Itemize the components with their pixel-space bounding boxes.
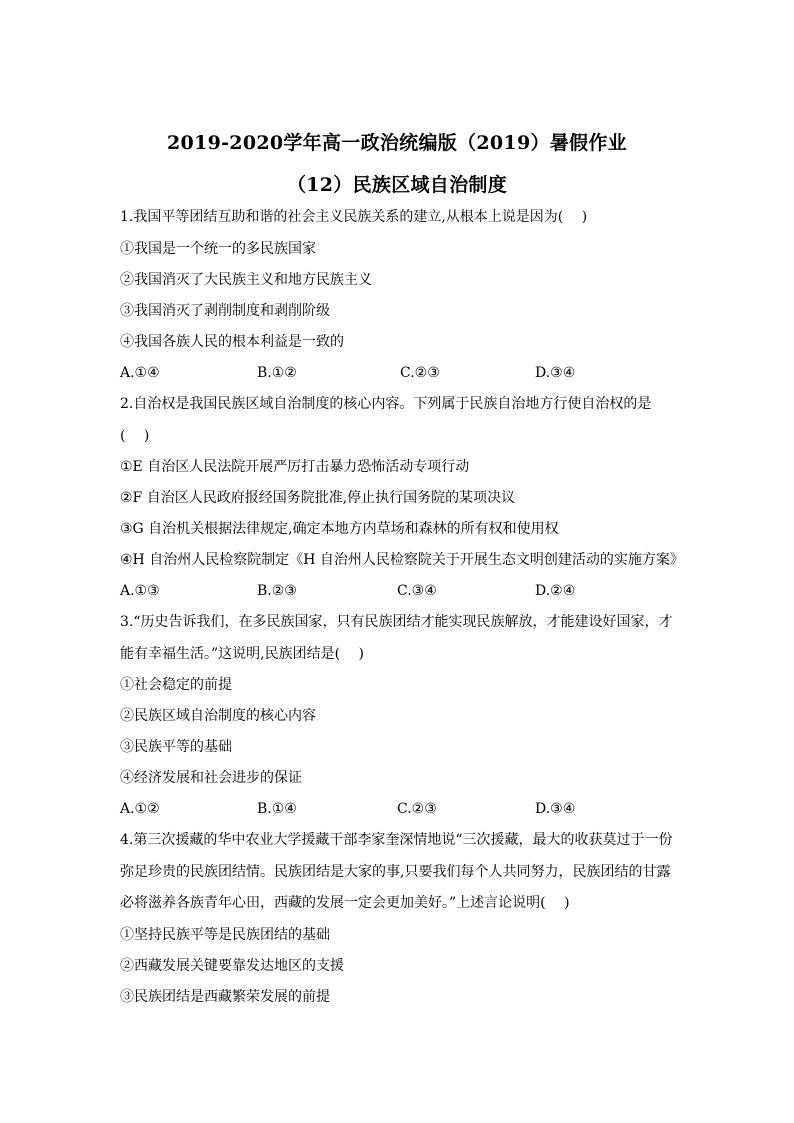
question-2-item-3: ③G 自治机关根据法律规定,确定本地方内草场和森林的所有权和使用权 xyxy=(120,521,559,537)
question-2-item-1: ①E 自治区人民法院开展严厉打击暴力恐怖活动专项行动 xyxy=(120,459,470,475)
document-subtitle: （12）民族区域自治制度 xyxy=(286,174,508,196)
question-1-item-4: ④我国各族人民的根本利益是一致的 xyxy=(120,334,344,350)
option-a: A.①③ xyxy=(120,583,160,599)
question-4-item-3: ③民族团结是西藏繁荣发展的前提 xyxy=(120,989,330,1005)
question-3-item-4: ④经济发展和社会进步的保证 xyxy=(120,770,302,786)
option-d: D.②④ xyxy=(535,583,576,599)
option-a: A.①② xyxy=(120,801,160,817)
question-4-item-2: ②西藏发展关键要靠发达地区的支援 xyxy=(120,958,344,974)
question-3-stem-cont: 能有幸福生活。”这说明,民族团结是( ) xyxy=(120,646,364,662)
question-1-item-2: ②我国消灭了大民族主义和地方民族主义 xyxy=(120,272,372,288)
option-c: C.②③ xyxy=(400,365,440,381)
question-2-item-2: ②F 自治区人民政府报经国务院批准,停止执行国务院的某项决议 xyxy=(120,490,516,506)
option-d: D.③④ xyxy=(535,801,576,817)
question-1-stem: 1.我国平等团结互助和谐的社会主义民族关系的建立,从根本上说是因为( ) xyxy=(120,209,588,225)
question-2-stem: 2.自治权是我国民族区域自治制度的核心内容。下列属于民族自治地方行使自治权的是 xyxy=(120,396,652,412)
question-2-options xyxy=(120,582,680,600)
option-b: B.①② xyxy=(257,365,297,381)
question-4-stem-cont-1: 弥足珍贵的民族团结情。民族团结是大家的事,只要我们每个人共同努力，民族团结的甘露 xyxy=(120,864,671,880)
document-title: 2019-2020学年高一政治统编版（2019）暑假作业 xyxy=(167,132,627,154)
question-3-item-2: ②民族区域自治制度的核心内容 xyxy=(120,708,316,724)
question-4-stem-cont-2: 必将滋养各族青年心田，西藏的发展一定会更加美好。”上述言论说明( ) xyxy=(120,895,570,911)
option-a: A.①④ xyxy=(120,365,160,381)
option-c: C.③④ xyxy=(397,583,437,599)
question-1-item-3: ③我国消灭了剥削制度和剥削阶级 xyxy=(120,303,330,319)
question-1-options xyxy=(120,364,680,382)
question-2-stem-cont: ( ) xyxy=(120,428,150,444)
option-b: B.②③ xyxy=(257,583,297,599)
option-d: D.③④ xyxy=(535,365,576,381)
question-2-item-4: ④H 自治州人民检察院制定《H 自治州人民检察院关于开展生态文明创建活动的实施方案》 xyxy=(120,552,684,568)
question-3-item-3: ③民族平等的基础 xyxy=(120,739,232,755)
question-3-item-1: ①社会稳定的前提 xyxy=(120,677,232,693)
question-4-item-1: ①坚持民族平等是民族团结的基础 xyxy=(120,927,330,943)
question-4-stem: 4.第三次援藏的华中农业大学援藏干部李家奎深情地说“三次援藏，最大的收获莫过于一份 xyxy=(120,832,673,848)
question-3-stem: 3.“历史告诉我们，在多民族国家，只有民族团结才能实现民族解放，才能建设好国家，才 xyxy=(120,614,673,630)
question-3-options xyxy=(120,800,680,818)
option-b: B.①④ xyxy=(257,801,297,817)
option-c: C.②③ xyxy=(397,801,437,817)
question-1-item-1: ①我国是一个统一的多民族国家 xyxy=(120,241,316,257)
